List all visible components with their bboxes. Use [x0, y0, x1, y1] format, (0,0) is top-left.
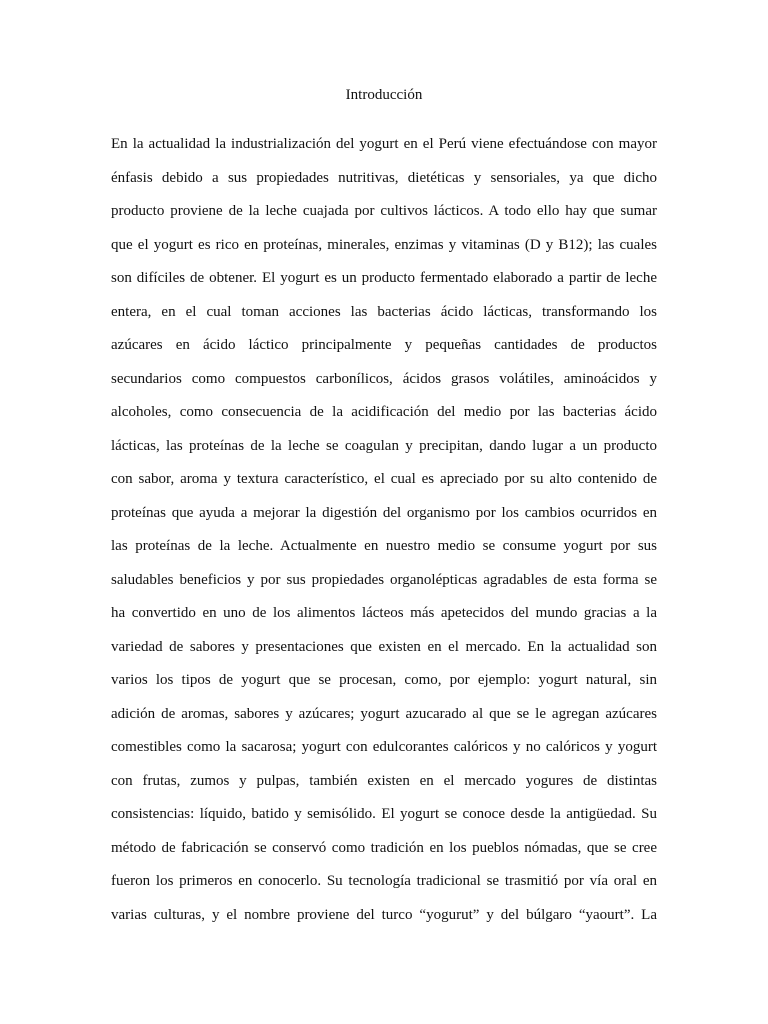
text-line: son difíciles de obtener. El yogurt es un producto fermentado elaborado a partir de leche: [111, 270, 657, 286]
text-line: entera, en el cual toman acciones las bacterias ácido lácticas, transformando los: [111, 303, 657, 320]
text-line: con sabor, aroma y textura característico, el cual es apreciado por su alto contenido de: [111, 471, 657, 487]
text-line: con frutas, zumos y pulpas, también existen en el mercado yogures de distintas: [111, 772, 657, 789]
text-line: varias culturas, y el nombre proviene del turco “yogurut” y del búlgaro “yaourt”. La: [111, 906, 657, 923]
text-line: En la actualidad la industrialización del yogurt en el Perú viene efectuándose con mayor: [111, 136, 657, 152]
document-title: Introducción: [345, 87, 423, 103]
text-line: énfasis debido a sus propiedades nutritivas, dietéticas y sensoriales, ya que dicho: [111, 169, 657, 186]
text-line: ha convertido en uno de los alimentos lácteos más apetecidos del mundo gracias a la: [111, 605, 657, 621]
text-line: que el yogurt es rico en proteínas, minerales, enzimas y vitaminas (D y B12); las cuales: [111, 236, 657, 253]
text-line: comestibles como la sacarosa; yogurt con edulcorantes calóricos y no calóricos y yogurt: [111, 739, 657, 755]
text-line: varios los tipos de yogurt que se procesan, como, por ejemplo: yogurt natural, sin: [111, 672, 657, 688]
text-line: azúcares en ácido láctico principalmente y pequeñas cantidades de productos: [111, 337, 657, 353]
text-line: consistencias: líquido, batido y semisólido. El yogurt se conoce desde la antigüedad. Su: [111, 806, 657, 822]
text-line: secundarios como compuestos carbonílicos, ácidos grasos volátiles, aminoácidos y: [111, 370, 657, 387]
text-line: método de fabricación se conservó como tradición en los pueblos nómadas, que se cree: [111, 839, 657, 856]
body-paragraph: [111, 128, 657, 932]
text-line: lácticas, las proteínas de la leche se coagulan y precipitan, dando lugar a un producto: [111, 437, 657, 454]
text-line: adición de aromas, sabores y azúcares; yogurt azucarado al que se le agregan azúcares: [111, 705, 657, 722]
text-line: variedad de sabores y presentaciones que existen en el mercado. En la actualidad son: [111, 638, 657, 655]
text-line: las proteínas de la leche. Actualmente en nuestro medio se consume yogurt por sus: [111, 538, 657, 554]
text-line: producto proviene de la leche cuajada por cultivos lácticos. A todo ello hay que sumar: [111, 203, 657, 219]
text-line: saludables beneficios y por sus propiedades organolépticas agradables de esta forma se: [111, 571, 657, 588]
text-line: alcoholes, como consecuencia de la acidificación del medio por las bacterias ácido: [111, 404, 657, 420]
text-line: proteínas que ayuda a mejorar la digestión del organismo por los cambios ocurridos en: [111, 504, 657, 521]
text-line: fueron los primeros en conocerlo. Su tecnología tradicional se trasmitió por vía oral en: [111, 873, 657, 889]
